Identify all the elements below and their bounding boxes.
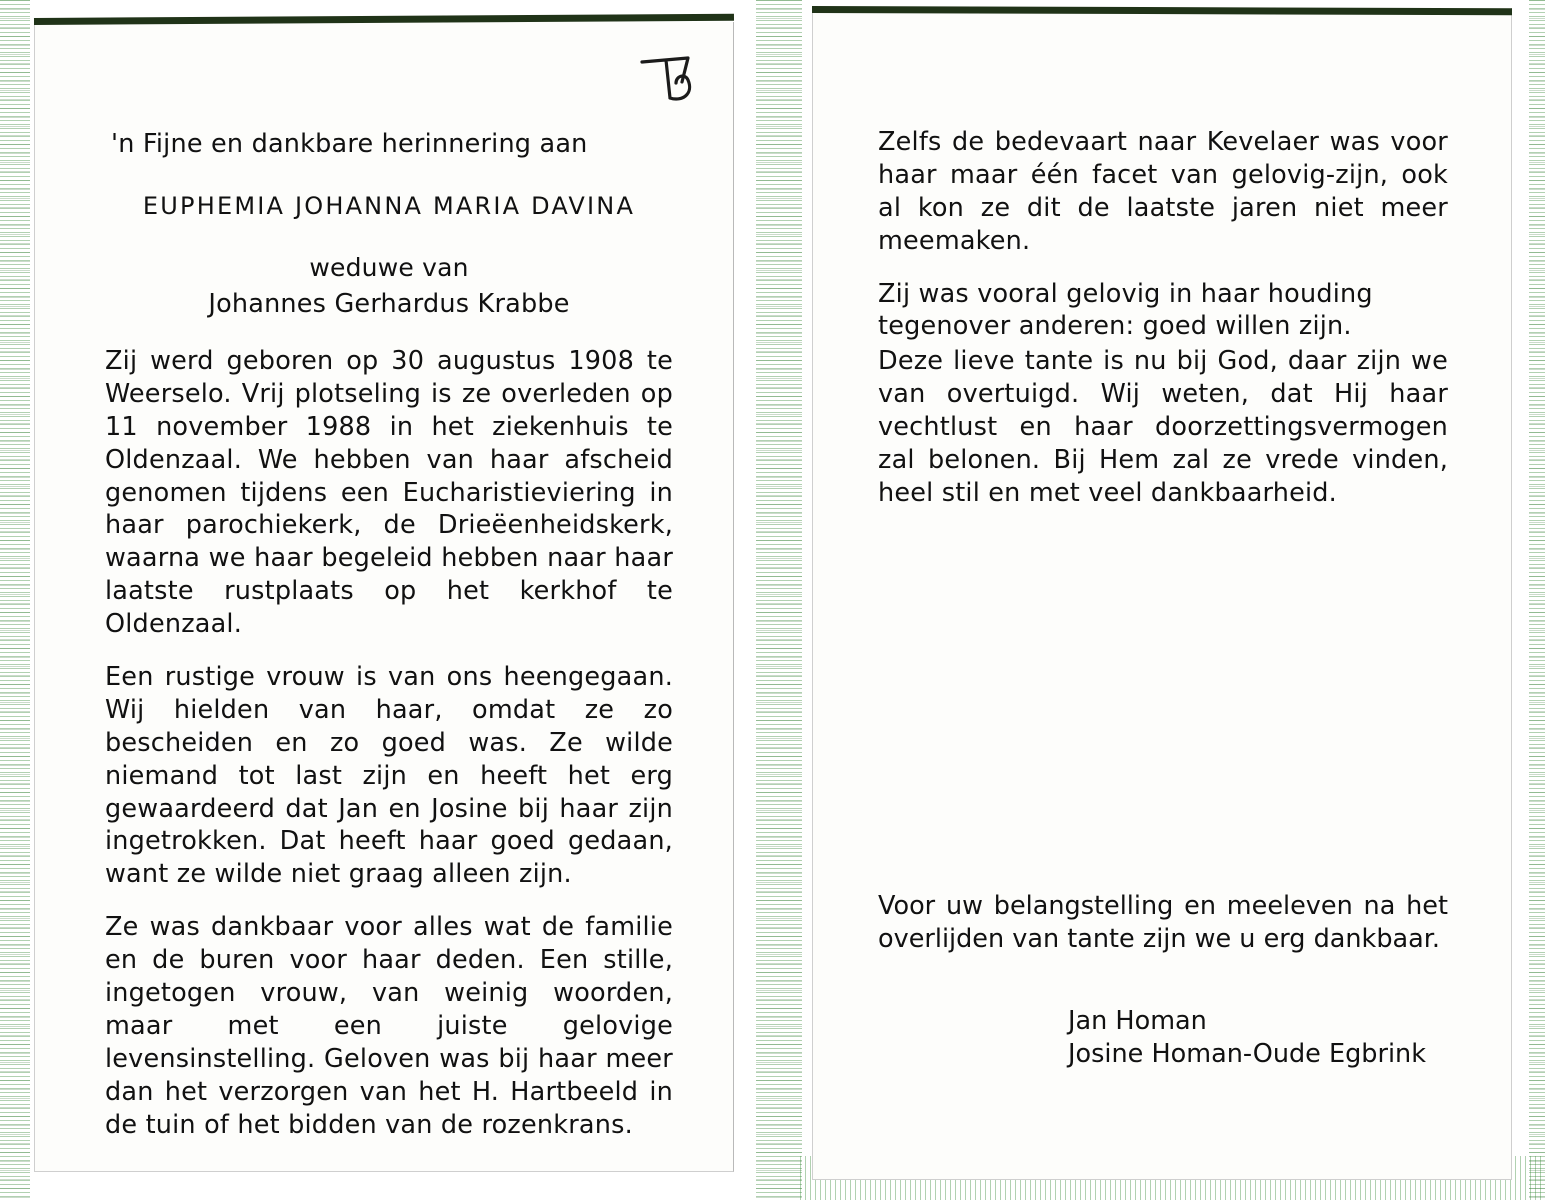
scan-streaks-right-edge [1529,0,1545,1200]
right-paragraph-1: Zelfs de bedevaart naar Kevelaer was voor haar maar één facet van gelovig-zijn, ook al kon ze dit de laatste jaren niet meer meemaken. [878,127,1448,256]
scan-streaks-left [0,0,30,1200]
left-page-text [105,128,673,1141]
left-paragraph-3: Ze was dankbaar voor alles wat de familie en de buren voor haar deden. Een stille, ingetogen vrouw, van weinig woorden, maar met een juiste gelovige levensinstelling. Geloven was bij haar meer dan het verzorgen van het H. Hartbeeld in de tuin of het bidden van de rozenkrans. [105,912,673,1140]
spouse-name: Johannes Gerhardus Krabbe [208,289,570,320]
intro-line: 'n Fijne en dankbare herinnering aan [111,129,588,159]
handwritten-squiggle-icon [636,52,716,108]
right-paragraph-3: Deze lieve tante is nu bij God, daar zijn we van overtuigd. Wij weten, dat Hij haar vechtlust en haar doorzettingsvermogen zal belonen. Bij Hem zal ze vrede vinden, heel stil en met veel dankbaarheid. [878,346,1448,508]
relation-label: weduwe van [309,252,469,282]
scan-streaks-gutter [756,0,802,1200]
left-paragraph-2: Een rustige vrouw is van ons heengegaan. Wij hielden van haar, omdat ze zo bescheiden en zo goed was. Ze wilde niemand tot last zijn en heeft het erg gewaardeerd dat Jan en Josine bij haar zijn ingetrokken. Dat heeft haar goed gedaan, want ze wilde niet graag alleen zijn. [105,662,673,890]
signature-block [1068,1005,1468,1071]
signature-line-2: Josine Homan-Oude Egbrink [1068,1039,1426,1070]
right-paragraph-2: Zij was vooral gelovig in haar houding tegenover anderen: goed willen zijn. [878,278,1373,342]
signature-line-1: Jan Homan [1068,1006,1207,1036]
thanks-paragraph: Voor uw belangstelling en meeleven na het overlijden van tante zijn we u erg dankbaar. [878,891,1448,955]
deceased-name: EUPHEMIA JOHANNA MARIA DAVINA [142,191,636,220]
right-page-text [878,126,1448,510]
left-paragraph-1: Zij werd geboren op 30 augustus 1908 te Weerselo. Vrij plotseling is ze overleden op 11 november 1988 in het ziekenhuis te Oldenzaal. We hebben van haar afscheid genomen tijdens een Eucharistieviering in haar parochiekerk, de Drieëenheidskerk, waarna we haar begeleid hebben naar haar laatste rustplaats op het kerkhof te Oldenzaal. [105,345,673,640]
